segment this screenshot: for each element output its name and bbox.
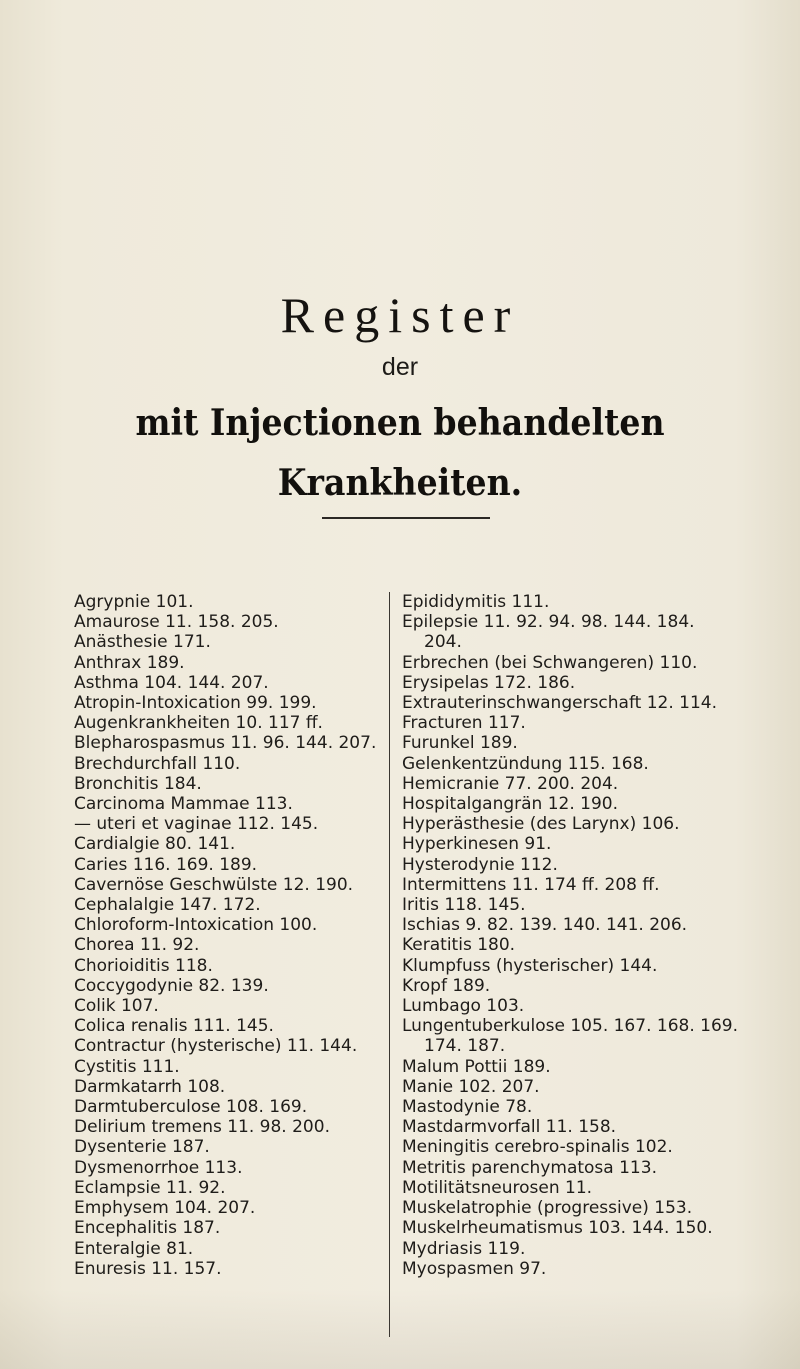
index-entry: Anthrax 189. xyxy=(74,652,185,673)
index-entry: Cavernöse Geschwülste 12. 190. xyxy=(74,874,354,895)
page-shadow xyxy=(0,1289,800,1369)
index-entry: Metritis parenchymatosa 113. xyxy=(402,1157,657,1178)
index-entry: Intermittens 11. 174 ff. 208 ff. xyxy=(402,874,660,895)
index-entry: Kropf 189. xyxy=(402,975,491,996)
index-entry: Gelenkentzündung 115. 168. xyxy=(402,753,649,774)
index-entry: Contractur (hysterische) 11. 144. xyxy=(74,1036,358,1057)
index-entry: Erbrechen (bei Schwangeren) 110. xyxy=(402,652,698,673)
index-entry: Extrauterinschwangerschaft 12. 114. xyxy=(402,693,718,714)
index-entry: Bronchitis 184. xyxy=(74,773,202,794)
index-entry: Colica renalis 111. 145. xyxy=(74,1016,274,1037)
index-entry: Manie 102. 207. xyxy=(402,1076,540,1097)
index-entry: Cephalalgie 147. 172. xyxy=(74,895,261,916)
index-entry: Erysipelas 172. 186. xyxy=(402,672,576,693)
index-entry: Chloroform-Intoxication 100. xyxy=(74,915,318,936)
index-entry: Hemicranie 77. 200. 204. xyxy=(402,773,619,794)
page-title: Register xyxy=(280,287,520,343)
index-entry: Fracturen 117. xyxy=(402,713,526,734)
index-entry: Blepharospasmus 11. 96. 144. 207. xyxy=(74,733,377,754)
index-entry: Klumpfuss (hysterischer) 144. xyxy=(402,955,658,976)
index-entry: Enuresis 11. 157. xyxy=(74,1258,222,1279)
index-entry: Muskelrheumatismus 103. 144. 150. xyxy=(402,1218,713,1239)
index-column-right xyxy=(402,592,764,1279)
index-entry: Epilepsie 11. 92. 94. 98. 144. 184. xyxy=(402,612,695,633)
index-entry: Epididymitis 111. xyxy=(402,592,550,612)
index-entry: Hospitalgangrän 12. 190. xyxy=(402,794,619,815)
page-heading: mit Injectionen behandelten Krankheiten. xyxy=(135,402,665,504)
index-entry: Darmkatarrh 108. xyxy=(74,1076,226,1097)
index-entry: Carcinoma Mammae 113. xyxy=(74,794,293,815)
index-entry: Malum Pottii 189. xyxy=(402,1056,551,1077)
index-column-left xyxy=(74,592,384,1279)
index-entry-continuation: 174. 187. xyxy=(424,1036,506,1057)
index-entry: Agrypnie 101. xyxy=(74,592,194,612)
index-entry: Mastodynie 78. xyxy=(402,1097,533,1118)
index-entry: Myospasmen 97. xyxy=(402,1258,547,1279)
index-entry: Asthma 104. 144. 207. xyxy=(74,672,269,693)
index-entry: Mydriasis 119. xyxy=(402,1238,526,1259)
index-entry: Chorea 11. 92. xyxy=(74,935,200,956)
index-entry: Keratitis 180. xyxy=(402,935,516,956)
index-entry: Caries 116. 169. 189. xyxy=(74,854,258,875)
index-entry: Hyperkinesen 91. xyxy=(402,834,552,855)
index-entry: Muskelatrophie (progressive) 153. xyxy=(402,1198,693,1219)
index-entry: Augenkrankheiten 10. 117 ff. xyxy=(74,713,323,734)
index-entry: Mastdarmvorfall 11. 158. xyxy=(402,1117,617,1138)
column-divider xyxy=(389,592,390,1337)
index-entry: Hyperästhesie (des Larynx) 106. xyxy=(402,814,680,835)
index-entry: Emphysem 104. 207. xyxy=(74,1198,256,1219)
index-entry: Delirium tremens 11. 98. 200. xyxy=(74,1117,330,1138)
index-entry: Eclampsie 11. 92. xyxy=(74,1177,226,1198)
index-entry: Dysmenorrhoe 113. xyxy=(74,1157,243,1178)
index-entry: Motilitätsneurosen 11. xyxy=(402,1177,593,1198)
index-entry: — uteri et vaginae 112. 145. xyxy=(74,814,319,835)
index-entry: Iritis 118. 145. xyxy=(402,895,526,916)
index-entry: Darmtuberculose 108. 169. xyxy=(74,1097,308,1118)
index-entry: Ischias 9. 82. 139. 140. 141. 206. xyxy=(402,915,688,936)
index-entry: Cardialgie 80. 141. xyxy=(74,834,236,855)
index-entry: Lungentuberkulose 105. 167. 168. 169. xyxy=(402,1016,738,1037)
index-entry: Anästhesie 171. xyxy=(74,632,211,653)
index-entry: Chorioiditis 118. xyxy=(74,955,213,976)
index-entry: Coccygodynie 82. 139. xyxy=(74,975,269,996)
index-entry: Furunkel 189. xyxy=(402,733,518,754)
index-entry: Amaurose 11. 158. 205. xyxy=(74,612,279,633)
index-entry: Encephalitis 187. xyxy=(74,1218,221,1239)
index-entry: Atropin-Intoxication 99. 199. xyxy=(74,693,317,714)
index-entry: Enteralgie 81. xyxy=(74,1238,194,1259)
page-subtitle: der xyxy=(381,353,419,381)
index-entry: Lumbago 103. xyxy=(402,996,525,1017)
index-entry: Cystitis 111. xyxy=(74,1056,180,1077)
index-entry: Meningitis cerebro-spinalis 102. xyxy=(402,1137,673,1158)
index-entry: Dysenterie 187. xyxy=(74,1137,210,1158)
index-entry-continuation: 204. xyxy=(424,632,462,653)
index-entry: Brechdurchfall 110. xyxy=(74,753,241,774)
index-entry: Colik 107. xyxy=(74,996,159,1017)
title-rule xyxy=(322,517,490,519)
index-entry: Hysterodynie 112. xyxy=(402,854,558,875)
